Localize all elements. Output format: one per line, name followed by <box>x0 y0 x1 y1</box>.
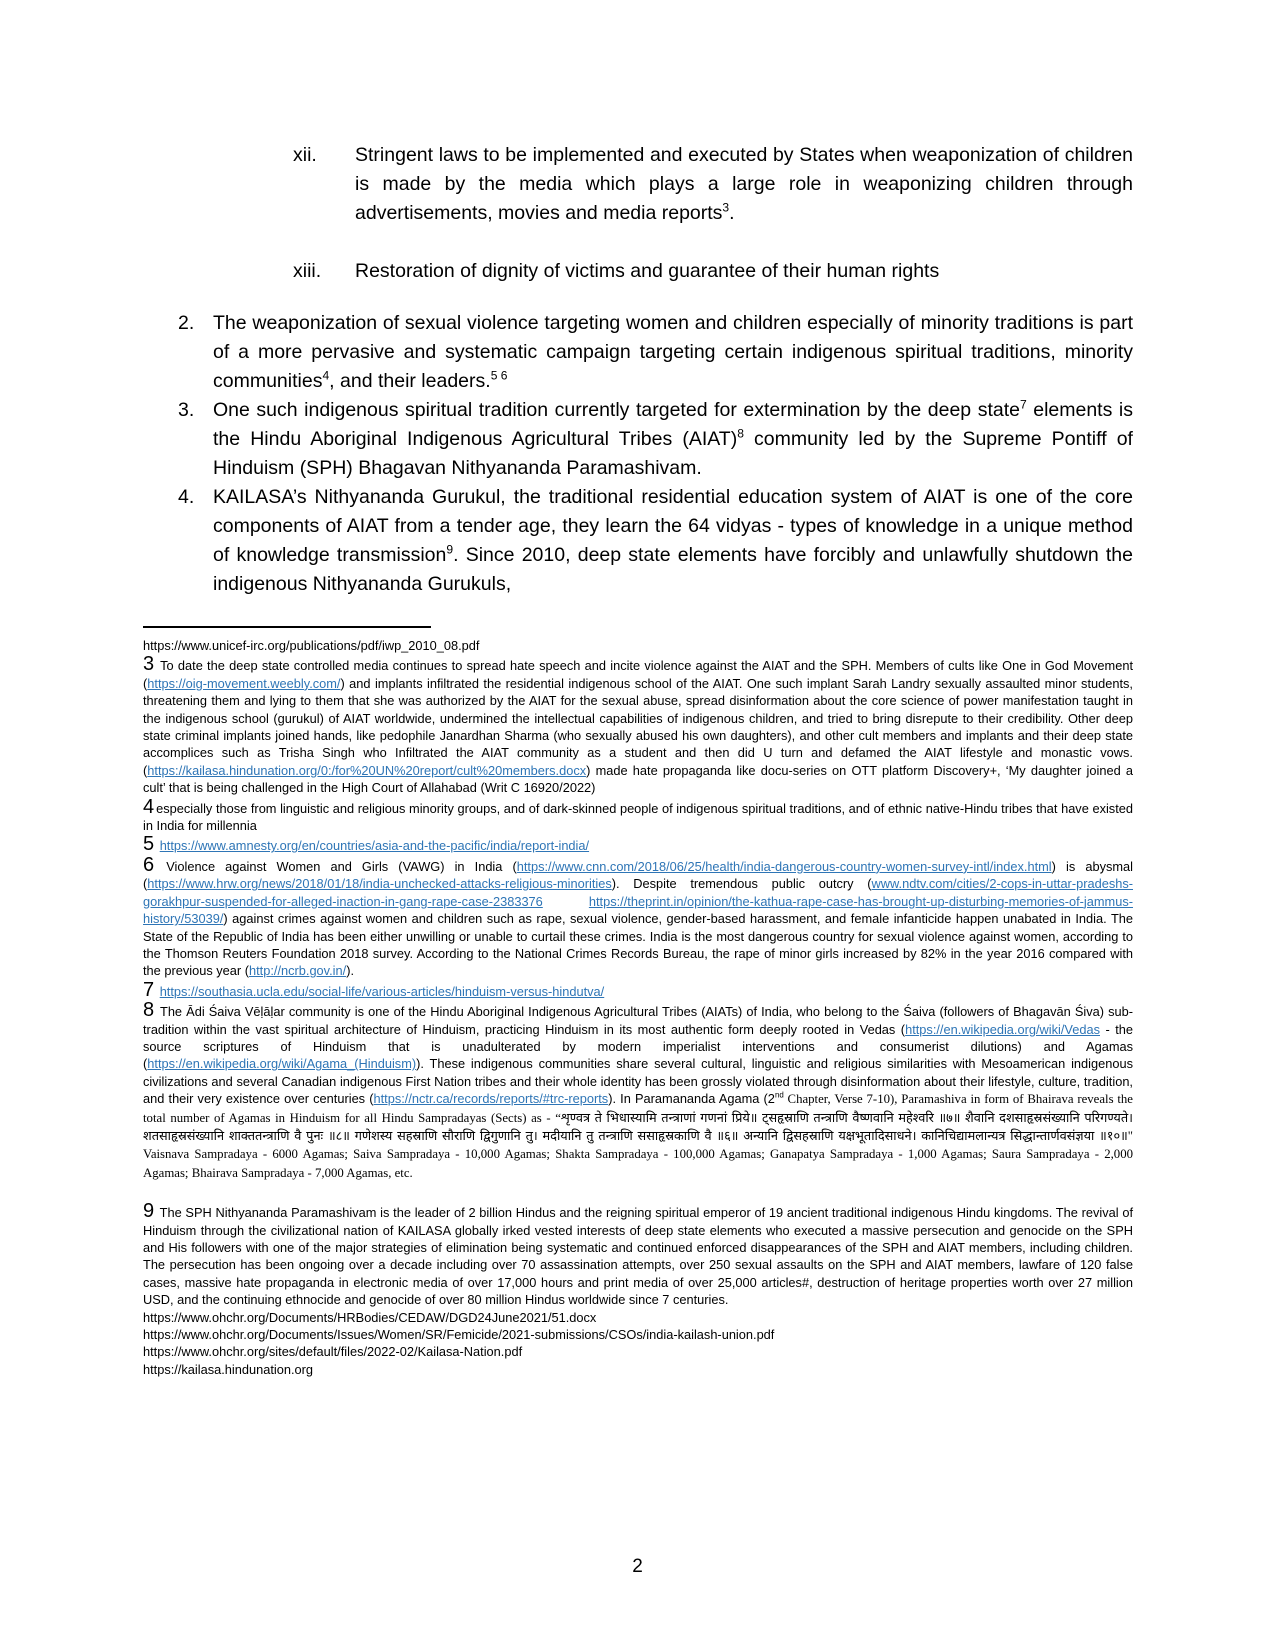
text-run: ) and implants infiltrated the residential indigenous school of the AIAT. One such implant Sarah Landry sexually assaulted minor students, threatening them and lying to them that she was authorized by the AIAT for the sexual abuse, spread disinformation about the core science of power manifestation taught in the indigenous school (gurukul) of AIAT worldwide, undermined the intellectual capabilities of indigenous children, and tried to bring disrepute to their credibility. Other deep state criminal implants joined hands, like pedophile Janardhan Sharma (who sexually abused his own daughters), and other cult members and implants and their deep state accomplices such as Trisha Singh who Infiltrated the AIAT community as a student and then did U turn and defamed the AIAT lifestyle and monastic vows. ( <box>143 675 1133 778</box>
footnote-reference-superscript: 3 <box>722 200 730 215</box>
text-run: https://kailasa.hindunation.org <box>143 1361 314 1377</box>
list-marker: xiii. <box>293 260 322 282</box>
body-list-item <box>143 309 1133 396</box>
text-run <box>543 894 589 909</box>
text-run: Violence against Women and Girls (VAWG) in India ( <box>156 858 517 874</box>
list-item-text <box>213 483 1133 599</box>
footnote <box>143 853 1133 980</box>
list-marker: 3. <box>178 399 195 421</box>
list-marker: 4. <box>178 486 195 508</box>
footnote-number: 5 <box>143 833 155 856</box>
body-list-item <box>143 257 1133 286</box>
footnote <box>143 1200 1133 1378</box>
page-number: 2 <box>632 1556 643 1577</box>
footnote-continuation-url: https://www.unicef-irc.org/publications/pdf/iwp_2010_08.pdf <box>143 638 480 653</box>
text-run: https://www.ohchr.org/Documents/Issues/Women/SR/Femicide/2021-submissions/CSOs/india-kailash-union.pdf <box>143 1327 775 1343</box>
hyperlink[interactable]: www.ndtv.com/cities/2-cops-in-uttar-pradeshs-gorakhpur-suspended-for-alleged-inaction-in-gang-rape-case-2383376 <box>143 876 1133 909</box>
text-run: KAILASA’s Nithyananda Gurukul, the traditional residential education system of AIAT is one of the core components of AIAT from a tender age, they learn the 64 vidyas - types of knowledge in a unique method of knowledge transmission <box>213 486 1133 566</box>
text-run: The Ādi Śaiva Vēḷāḷar community is one of the Hindu Aboriginal Indigenous Agricultural Tribes (AIATs) of India, who belong to the Śaiva (followers of Bhagavān Śiva) sub-tradition within the vast spiritual architecture of Hinduism, practicing Hinduism in its most authentic form deeply rooted in Vedas ( <box>143 1004 1133 1037</box>
footnote-reference-superscript: nd <box>774 1090 784 1100</box>
footnote <box>143 978 1133 1001</box>
text-run: Restoration of dignity of victims and guarantee of their human rights <box>355 260 940 282</box>
list-item-text <box>213 396 1133 483</box>
text-run: ) is abysmal ( <box>143 858 1133 892</box>
hyperlink[interactable]: https://en.wikipedia.org/wiki/Vedas <box>905 1021 1100 1037</box>
hyperlink[interactable]: https://southasia.ucla.edu/social-life/various-articles/hinduism-versus-hindutva/ <box>159 983 605 999</box>
text-run: Chapter, Verse 7-10), Paramashiva in form of Bhairava reveals the total number of Agamas in Hinduism for all Hindu Sampradayas (Sects) as - “शृण्वत्र ते भिधास्यामि तन्त्राणां गणनां प्रिये॥ ट्सहृस्राणि तन्त्राणि वैष्णवानि महेश्वरि ॥७॥ शैवानि दशसाहृस्रसंख्यानि परिगण्यते। शतसाहृस्रसंख्यानि शाक्ततन्त्राणि वै पुनः ॥८॥ गणेशस्य सहस्राणि सौराणि द्विगुणानि तु। मदीयानि तु तन्त्राणि ससाहृस्रकाणि वै ॥६॥ अन्यानि द्विसहस्राणि यक्षभूतादिसाधने। कानिचिद्यामलान्यत्र सिद्धान्तार्णवसंज्ञया ॥१०॥" Vaisnava Sampradaya - 6000 Agamas; Saiva Sampradaya - 10,000 Agamas; Shakta Sampradaya - 100,000 Agamas; Ganapatya Sampradaya - 1,000 Agamas; Saura Sampradaya - 2,000 Agamas; Bhairava Sampradaya - 7,000 Agamas, etc. <box>143 1092 1133 1180</box>
hyperlink[interactable]: https://theprint.in/opinion/the-kathua-rape-case-has-brought-up-disturbing-memories-of-jammus-history/53039/ <box>143 893 1133 927</box>
text-run: The weaponization of sexual violence targeting women and children especially of minority traditions is part of a more pervasive and systematic campaign targeting certain indigenous spiritual traditions, minority communities <box>213 312 1133 392</box>
hyperlink[interactable]: http://ncrb.gov.in/ <box>248 963 347 979</box>
text-run: ). In Paramananda Agama (2 <box>608 1091 775 1107</box>
text-run: One such indigenous spiritual tradition currently targeted for extermination by the deep state <box>213 399 1020 421</box>
list-item-text <box>355 141 1133 228</box>
hyperlink[interactable]: https://www.cnn.com/2018/06/25/health/india-dangerous-country-women-survey-intl/index.html <box>516 858 1052 874</box>
list-item-text <box>355 257 1133 286</box>
footnote <box>143 999 1133 1182</box>
footnote-number: 9 <box>143 1200 155 1223</box>
footnote-reference-superscript: 7 <box>1019 397 1027 412</box>
footnote-number: 7 <box>143 978 155 1001</box>
text-run: ). <box>346 963 355 979</box>
text-run: . Since 2010, deep state elements have forcibly and unlawfully shutdown the indigenous Nithyananda Gurukuls, <box>213 544 1133 595</box>
text-run: To date the deep state controlled media continues to spread hate speech and incite violence against the AIAT and the SPH. Members of cults like One in God Movement ( <box>143 658 1133 691</box>
hyperlink[interactable]: https://kailasa.hindunation.org/0:/for%20UN%20report/cult%20members.docx <box>147 762 587 778</box>
text-run: https://www.ohchr.org/sites/default/files/2022-02/Kailasa-Nation.pdf <box>143 1344 523 1360</box>
footnote <box>143 833 1133 856</box>
footnote-reference-superscript: 4 <box>322 368 330 383</box>
hyperlink[interactable]: https://www.hrw.org/news/2018/01/18/india-unchecked-attacks-religious-minorities <box>147 876 612 892</box>
text-run: Stringent laws to be implemented and executed by States when weaponization of children is made by the media which plays a large role in weaponizing children through advertisements, movies and media reports <box>355 144 1133 224</box>
text-run: elements is the Hindu Aboriginal Indigenous Agricultural Tribes (AIAT) <box>213 399 1133 450</box>
footnote <box>143 795 1133 835</box>
body-list-item <box>143 396 1133 483</box>
hyperlink[interactable]: https://www.amnesty.org/en/countries/asia-and-the-pacific/india/report-india/ <box>159 838 590 854</box>
footnote-list <box>143 653 1133 1378</box>
body-text-section <box>143 141 1133 599</box>
text-run: https://www.ohchr.org/Documents/HRBodies/CEDAW/DGD24June2021/51.docx <box>143 1309 597 1325</box>
footnote-reference-superscript: 8 <box>737 426 744 441</box>
body-list-item <box>143 141 1133 228</box>
hyperlink[interactable]: https://oig-movement.weebly.com/ <box>147 675 341 691</box>
text-run: especially those from linguistic and religious minority groups, and of dark-skinned people of indigenous spiritual traditions, and of ethnic native-Hindu tribes that have existed in India for millennia <box>143 800 1133 834</box>
footnote-separator <box>143 626 431 628</box>
footnote <box>143 653 1133 796</box>
text-run: ). These indigenous communities share several cultural, linguistic and religious similarities with Mesoamerican indigenous civilizations and several Canadian indigenous First Nation tribes and their whole identity has been grossly violated through disinformation about their lifestyle, culture, tradition, and their very existence over centuries ( <box>143 1056 1133 1107</box>
list-marker: xii. <box>293 144 317 166</box>
list-marker: 2. <box>178 312 195 334</box>
footnote-reference-superscript: 5 6 <box>490 368 508 383</box>
text-run: , and their leaders. <box>329 370 491 392</box>
footnote-reference-superscript: 9 <box>446 542 454 557</box>
list-item-text <box>213 309 1133 396</box>
footnote-number: 3 <box>143 653 155 676</box>
text-run: ). Despite tremendous public outcry ( <box>611 876 872 892</box>
text-run: ) made hate propaganda like docu-series on OTT platform Discovery+, ‘My daughter joined a cult’ that is being challenged in the High Court of Allahabad (Writ C 16920/2022) <box>143 762 1133 796</box>
footnotes-section <box>143 637 1133 1378</box>
text-run: ) against crimes against women and children such as rape, sexual violence, gender-based harassment, and female infanticide happen unabated in India. The State of the Republic of India has been either unwilling or unable to curtail these crimes. India is the most dangerous country for sexual violence against women, according to the Thomson Reuters Foundation 2018 survey. According to the National Crimes Records Bureau, the rape of minor girls increased by 82% in the year 2016 compared with the previous year ( <box>143 911 1133 979</box>
body-list-item <box>143 483 1133 599</box>
text-run: . <box>729 202 735 224</box>
footnote-number: 4 <box>143 795 155 818</box>
text-run: community led by the Supreme Pontiff of Hinduism (SPH) Bhagavan Nithyananda Paramashivam. <box>213 428 1133 479</box>
footnote-number: 6 <box>143 853 155 876</box>
hyperlink[interactable]: https://en.wikipedia.org/wiki/Agama_(Hinduism) <box>147 1056 417 1072</box>
text-run: - the source scriptures of Hinduism that is unadulterated by modern imperialist interventions and consumerist dilutions) and Agamas ( <box>143 1021 1133 1072</box>
text-run: The SPH Nithyananda Paramashivam is the leader of 2 billion Hindus and the reigning spiritual emperor of 19 ancient traditional indigenous Hindu kingdoms. The revival of Hinduism through the civilizational nation of KAILASA globally irked vested interests of deep state elements who executed a massive persecution and genocide on the SPH and His followers with one of the major strategies of elimination being systematic and continued enforced disappearances of the SPH and AIAT members, including children. The persecution has been ongoing over a decade including over 70 assassination attempts, over 250 sexual assaults on the SPH and AIAT members, lawfare of 120 false cases, massive hate propaganda in electronic media of over 17,000 hours and print media of over 25,000 articles#, destruction of heritage properties worth over 27 million USD, and the continuing ethnocide and genocide of over 80 million Hindus worldwide since 7 centuries. <box>143 1205 1133 1308</box>
hyperlink[interactable]: https://nctr.ca/records/reports/#trc-reports <box>373 1091 609 1107</box>
footnote-number: 8 <box>143 999 155 1022</box>
